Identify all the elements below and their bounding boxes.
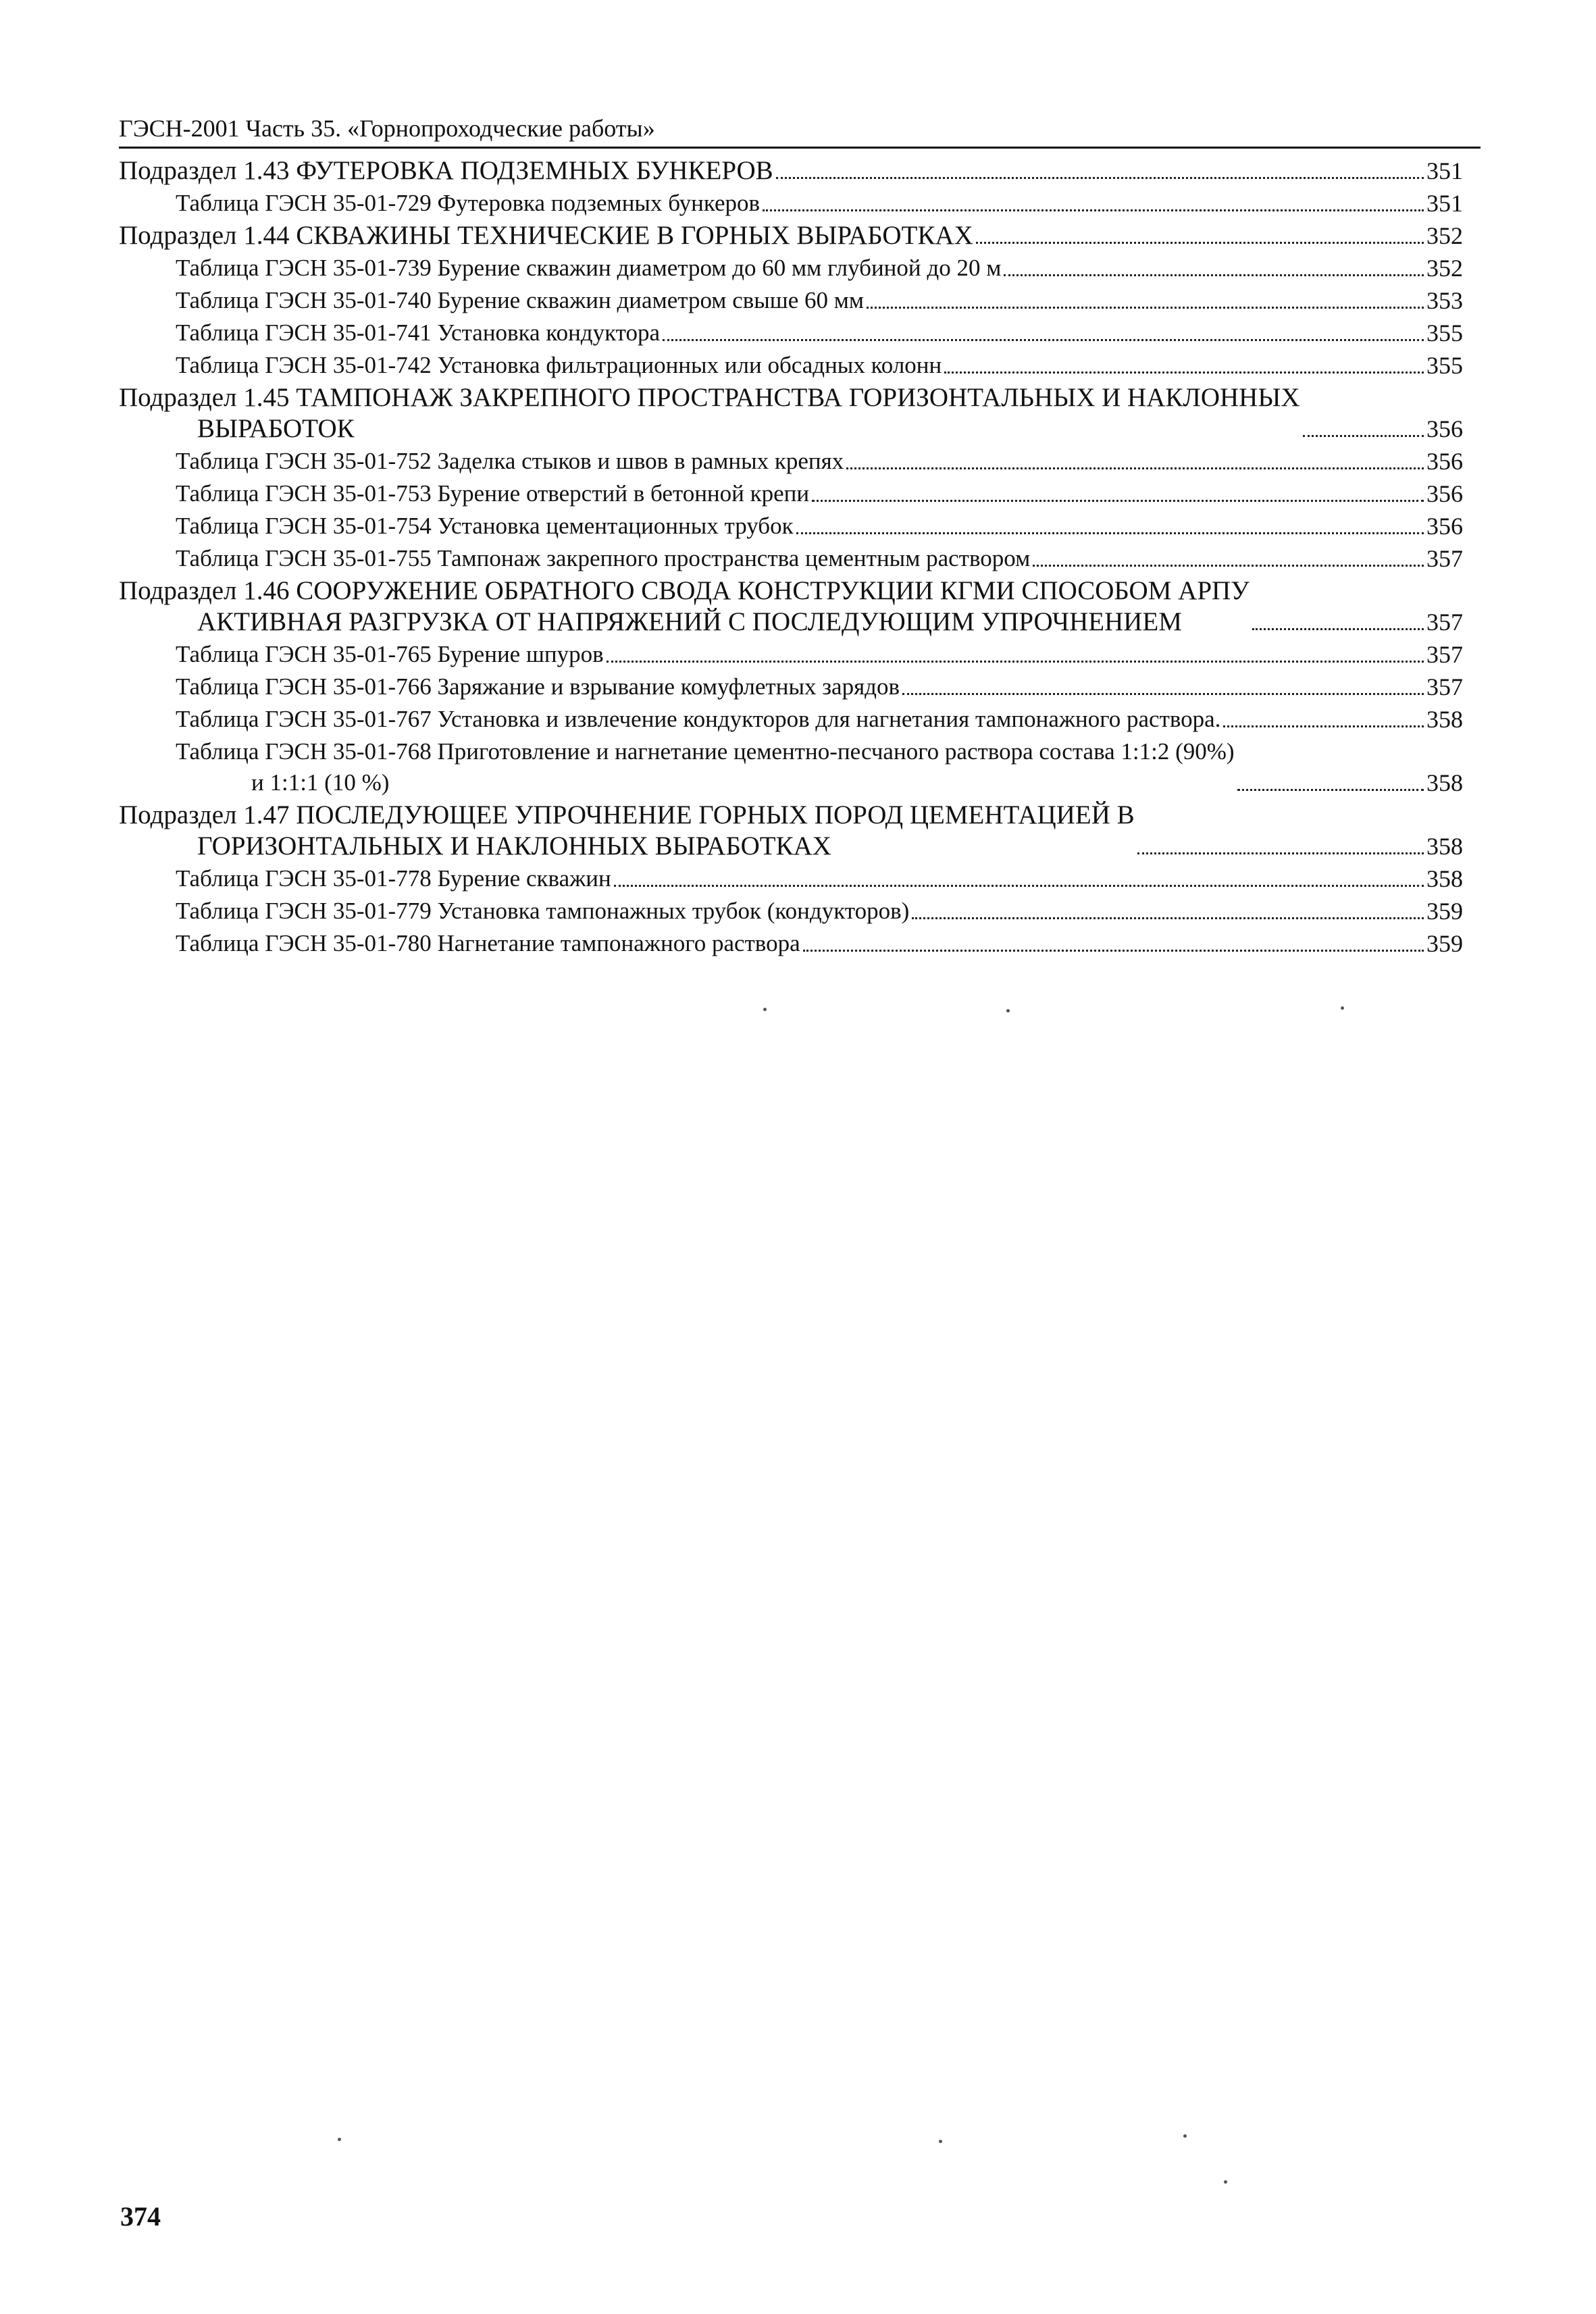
toc-section-entry[interactable] (119, 219, 1463, 251)
toc-entry-text-box (176, 317, 1426, 349)
toc-table-entry[interactable] (119, 894, 1463, 927)
toc-entry-title-line1: Подраздел 1.45 ТАМПОНАЖ ЗАКРЕПНОГО ПРОСТРАНСТВА ГОРИЗОНТАЛЬНЫХ И НАКЛОННЫХ (119, 383, 1300, 412)
toc-entry-text-box (119, 382, 1426, 444)
dot-leader (912, 917, 1424, 919)
dot-leader (944, 371, 1424, 374)
scan-speck (939, 2140, 942, 2143)
toc-page-number: 357 (1426, 641, 1463, 668)
toc-entry-text-box (176, 736, 1426, 798)
toc-table-entry[interactable] (119, 509, 1463, 542)
toc-entry-title: Таблица ГЭСН 35-01-778 Бурение скважин (176, 865, 611, 892)
toc-table-entry[interactable] (119, 349, 1463, 381)
toc-entry-text-box (176, 543, 1426, 574)
running-header (119, 113, 1481, 149)
running-title: ГЭСН-2001 Часть 35. «Горнопроходческие работы» (119, 115, 655, 142)
toc-entry-text-box (176, 704, 1426, 735)
toc-table-entry[interactable] (119, 862, 1463, 894)
toc-entry-text-box (176, 478, 1426, 509)
dot-leader (614, 885, 1424, 887)
toc-entry-text-box (176, 639, 1426, 670)
toc-entry-title-line1: Подраздел 1.47 ПОСЛЕДУЮЩЕЕ УПРОЧНЕНИЕ ГОРНЫХ ПОРОД ЦЕМЕНТАЦИЕЙ В (119, 800, 1135, 829)
toc-entry-text-box (176, 285, 1426, 316)
dot-leader (846, 467, 1424, 469)
toc-table-entry[interactable] (119, 670, 1463, 702)
toc-section-entry[interactable] (119, 798, 1463, 862)
dot-leader (1033, 565, 1424, 567)
dot-leader (1237, 789, 1424, 791)
toc-page-number: 358 (1426, 706, 1463, 733)
dot-leader (1252, 628, 1424, 630)
toc-entry-title: Таблица ГЭСН 35-01-752 Заделка стыков и швов в рамных крепях (176, 448, 844, 474)
dot-leader (763, 209, 1424, 211)
toc-entry-title: Таблица ГЭСН 35-01-755 Тампонаж закрепного пространства цементным раствором (176, 545, 1031, 571)
toc-page-number: 351 (1426, 190, 1463, 217)
toc-entry-title: Подраздел 1.43 ФУТЕРОВКА ПОДЗЕМНЫХ БУНКЕРОВ (119, 156, 773, 185)
toc-entry-title-line1: Подраздел 1.46 СООРУЖЕНИЕ ОБРАТНОГО СВОДА КОНСТРУКЦИИ КГМИ СПОСОБОМ АРПУ (119, 576, 1250, 605)
dot-leader (776, 177, 1424, 179)
toc-entry-title-line2: ГОРИЗОНТАЛЬНЫХ И НАКЛОННЫХ ВЫРАБОТКАХ (197, 831, 831, 860)
toc-page-number: 357 (1426, 545, 1463, 572)
toc-entry-title: Таблица ГЭСН 35-01-767 Установка и извлечение кондукторов для нагнетания тампонажного раствора. (176, 706, 1221, 732)
toc-table-entry[interactable] (119, 316, 1463, 349)
toc-entry-title: Таблица ГЭСН 35-01-741 Установка кондуктора (176, 319, 661, 346)
toc-entry-title: Таблица ГЭСН 35-01-740 Бурение скважин диаметром свыше 60 мм (176, 287, 865, 313)
scan-speck (1183, 2134, 1187, 2138)
toc-page-number: 352 (1426, 222, 1463, 249)
toc-entry-text-box (176, 511, 1426, 542)
toc-entry-title-line1: Таблица ГЭСН 35-01-768 Приготовление и нагнетание цементно-песчаного раствора состава 1:1:2 (90%) (176, 738, 1235, 765)
toc-entry-text-box (176, 928, 1426, 959)
toc-page-number: 356 (1426, 480, 1463, 507)
toc-entry-title (119, 382, 1300, 444)
toc-entry-title-line2: АКТИВНАЯ РАЗГРУЗКА ОТ НАПРЯЖЕНИЙ С ПОСЛЕДУЮЩИМ УПРОЧНЕНИЕМ (197, 607, 1182, 636)
dot-leader (902, 693, 1424, 695)
toc-table-entry[interactable] (119, 638, 1463, 670)
toc-page-number: 356 (1426, 513, 1463, 540)
toc-entry-title: Таблица ГЭСН 35-01-754 Установка цементационных трубок (176, 513, 794, 539)
toc-page-number: 359 (1426, 898, 1463, 925)
toc-entry-title-line2: ВЫРАБОТОК (197, 414, 355, 443)
toc-table-entry[interactable] (119, 477, 1463, 509)
toc-entry-title: Подраздел 1.44 СКВАЖИНЫ ТЕХНИЧЕСКИЕ В ГОРНЫХ ВЫРАБОТКАХ (119, 221, 973, 250)
toc-section-entry[interactable] (119, 381, 1463, 444)
toc-page-number: 356 (1426, 448, 1463, 475)
toc-page-number: 355 (1426, 319, 1463, 346)
scan-speck (1341, 1006, 1344, 1010)
dot-leader (607, 661, 1424, 663)
scan-speck (338, 2138, 341, 2141)
toc-entry-title: Таблица ГЭСН 35-01-753 Бурение отверстий в бетонной крепи (176, 480, 810, 507)
toc-page-number: 359 (1426, 930, 1463, 957)
toc-page-number: 351 (1426, 157, 1463, 184)
toc-page-number: 353 (1426, 287, 1463, 314)
dot-leader (867, 307, 1424, 309)
toc-entry-title (119, 575, 1250, 638)
toc-page-number: 357 (1426, 673, 1463, 700)
scan-speck (763, 1008, 767, 1011)
toc-entry-title: Таблица ГЭСН 35-01-780 Нагнетание тампонажного раствора (176, 930, 800, 956)
dot-leader (812, 500, 1424, 502)
dot-leader (1223, 725, 1424, 727)
toc-entry-text-box (119, 800, 1426, 862)
toc-entry-title: Таблица ГЭСН 35-01-779 Установка тампонажных трубок (кондукторов) (176, 898, 910, 924)
toc-table-entry[interactable] (119, 927, 1463, 959)
toc-entry-title: Таблица ГЭСН 35-01-729 Футеровка подземных бункеров (176, 190, 761, 216)
toc-table-entry[interactable] (119, 284, 1463, 316)
scan-speck (1006, 1009, 1010, 1012)
toc-entry-text-box (176, 863, 1426, 894)
toc-page-number: 358 (1426, 833, 1463, 860)
dot-leader (663, 339, 1424, 341)
toc-table-entry[interactable] (119, 251, 1463, 284)
toc-entry-text-box (119, 155, 1426, 186)
toc-entry-text-box (176, 253, 1426, 284)
toc-entry-text-box (119, 220, 1426, 251)
toc-page-number: 358 (1426, 769, 1463, 796)
dot-leader (1137, 852, 1424, 854)
toc-entry-text-box (176, 350, 1426, 381)
toc-entry-title-line2: и 1:1:1 (10 %) (251, 769, 390, 796)
toc-table-entry[interactable] (119, 702, 1463, 735)
dot-leader (1004, 274, 1424, 276)
table-of-contents (119, 154, 1463, 959)
toc-entry-text-box (176, 896, 1426, 927)
toc-entry-title (176, 736, 1235, 798)
toc-entry-title: Таблица ГЭСН 35-01-742 Установка фильтрационных или обсадных колонн (176, 352, 942, 378)
toc-entry-text-box (176, 671, 1426, 702)
toc-table-entry[interactable] (119, 542, 1463, 574)
scan-speck (1224, 2180, 1227, 2184)
toc-entry-title: Таблица ГЭСН 35-01-739 Бурение скважин диаметром до 60 мм глубиной до 20 м (176, 255, 1002, 281)
dot-leader (1303, 435, 1424, 437)
toc-entry-text-box (119, 575, 1426, 638)
toc-table-entry[interactable] (119, 186, 1463, 219)
page-number: 374 (120, 2201, 161, 2232)
dot-leader (796, 532, 1424, 534)
toc-entry-title: Таблица ГЭСН 35-01-765 Бурение шпуров (176, 641, 604, 667)
toc-page-number: 356 (1426, 415, 1463, 442)
toc-table-entry[interactable] (119, 444, 1463, 477)
dot-leader (976, 242, 1424, 244)
toc-entry-title (119, 800, 1135, 862)
toc-page-number: 358 (1426, 865, 1463, 892)
toc-section-entry[interactable] (119, 574, 1463, 638)
toc-page-number: 355 (1426, 352, 1463, 379)
toc-table-entry[interactable] (119, 735, 1463, 798)
toc-entry-text-box (176, 188, 1426, 219)
dot-leader (803, 950, 1424, 952)
toc-entry-text-box (176, 446, 1426, 477)
toc-entry-title: Таблица ГЭСН 35-01-766 Заряжание и взрывание комуфлетных зарядов (176, 673, 900, 700)
toc-page-number: 357 (1426, 609, 1463, 636)
toc-page-number: 352 (1426, 255, 1463, 282)
toc-section-entry[interactable] (119, 154, 1463, 186)
